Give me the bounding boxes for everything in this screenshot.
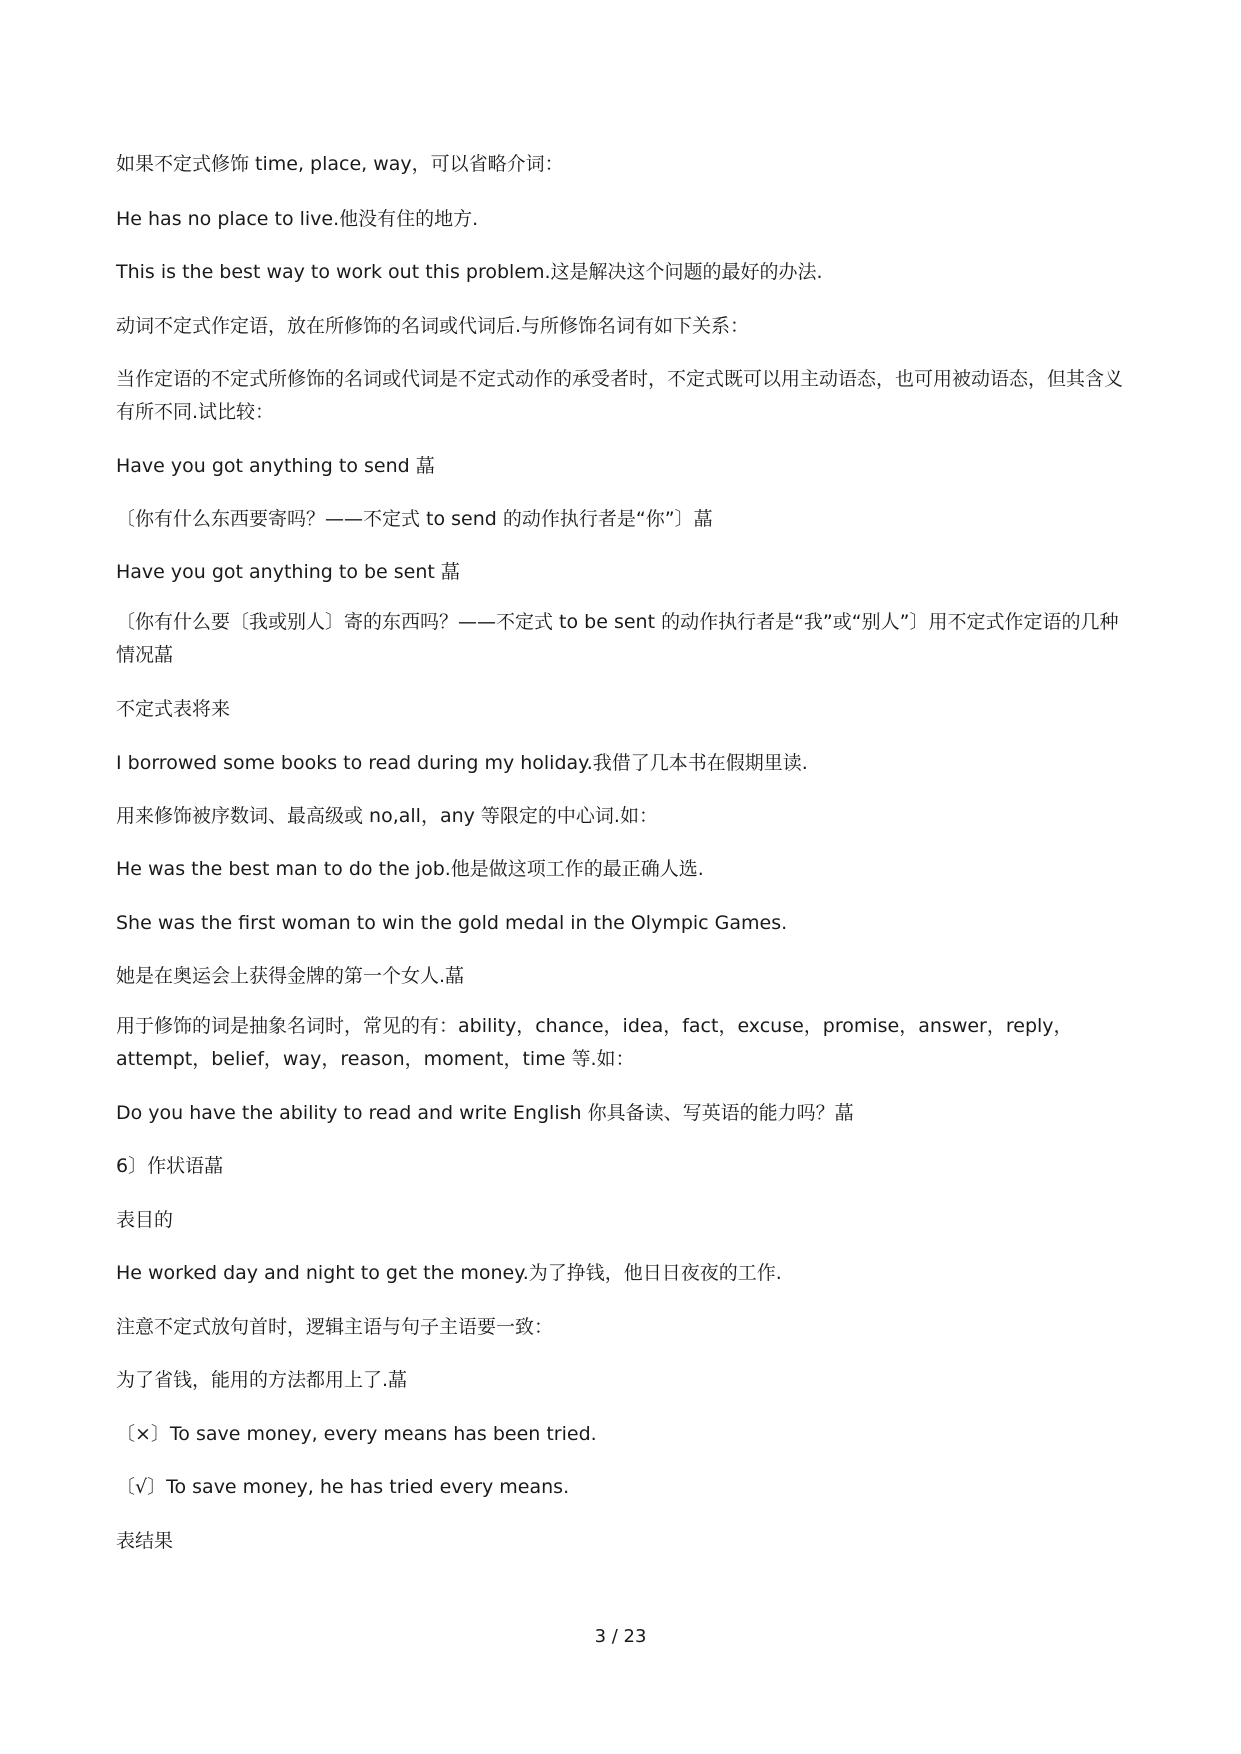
paragraph: 为了省钱，能用的方法都用上了.蕌 — [116, 1369, 408, 1391]
paragraph: 动词不定式作定语，放在所修饰的名词或代词后.与所修饰名词有如下关系： — [116, 315, 750, 337]
paragraph: 表目的 — [116, 1209, 174, 1231]
paragraph: 用来修饰被序数词、最高级或 no,all，any 等限定的中心词.如： — [116, 805, 658, 827]
paragraph: 〔×〕To save money, every means has been tried. — [116, 1423, 597, 1445]
paragraph: 〔你有什么要〔我或别人〕寄的东西吗？——不定式 to be sent 的动作执行者是“我”或“别人”〕用不定式作定语的几种情况蕌 — [116, 611, 1119, 666]
paragraph: Have you got anything to be sent 蕌 — [116, 561, 460, 583]
paragraph: 〔你有什么东西要寄吗？——不定式 to send 的动作执行者是“你”〕蕌 — [116, 508, 713, 530]
paragraph: He has no place to live.他没有住的地方. — [116, 208, 479, 230]
paragraph: She was the first woman to win the gold medal in the Olympic Games. — [116, 912, 788, 934]
paragraph: 她是在奥运会上获得金牌的第一个女人.蕌 — [116, 965, 465, 987]
paragraph: This is the best way to work out this problem.这是解决这个问题的最好的办法. — [116, 261, 823, 283]
paragraph: 表结果 — [116, 1530, 174, 1552]
paragraph: 6〕作状语蕌 — [116, 1155, 224, 1177]
paragraph: I borrowed some books to read during my holiday.我借了几本书在假期里读. — [116, 752, 808, 774]
paragraph: Do you have the ability to read and write English 你具备读、写英语的能力吗？蕌 — [116, 1102, 854, 1124]
paragraph: He was the best man to do the job.他是做这项工作的最正确人选. — [116, 858, 704, 880]
page-number: 3 / 23 — [594, 1626, 647, 1647]
paragraph: 如果不定式修饰 time, place, way，可以省略介词： — [116, 153, 564, 175]
paragraph: 不定式表将来 — [116, 698, 231, 720]
paragraph: He worked day and night to get the money.为了挣钱，他日日夜夜的工作. — [116, 1262, 782, 1284]
paragraph: 用于修饰的词是抽象名词时，常见的有：ability，chance，idea，fact，excuse，promise，answer，reply，attempt，belief，way，reason，moment，time 等.如： — [116, 1015, 1073, 1070]
paragraph: 〔√〕To save money, he has tried every means. — [116, 1476, 570, 1498]
paragraph: Have you got anything to send 蕌 — [116, 455, 435, 477]
paragraph: 当作定语的不定式所修饰的名词或代词是不定式动作的承受者时，不定式既可以用主动语态，也可用被动语态，但其含义有所不同.试比较： — [116, 368, 1124, 423]
paragraph: 注意不定式放句首时，逻辑主语与句子主语要一致： — [116, 1316, 554, 1338]
